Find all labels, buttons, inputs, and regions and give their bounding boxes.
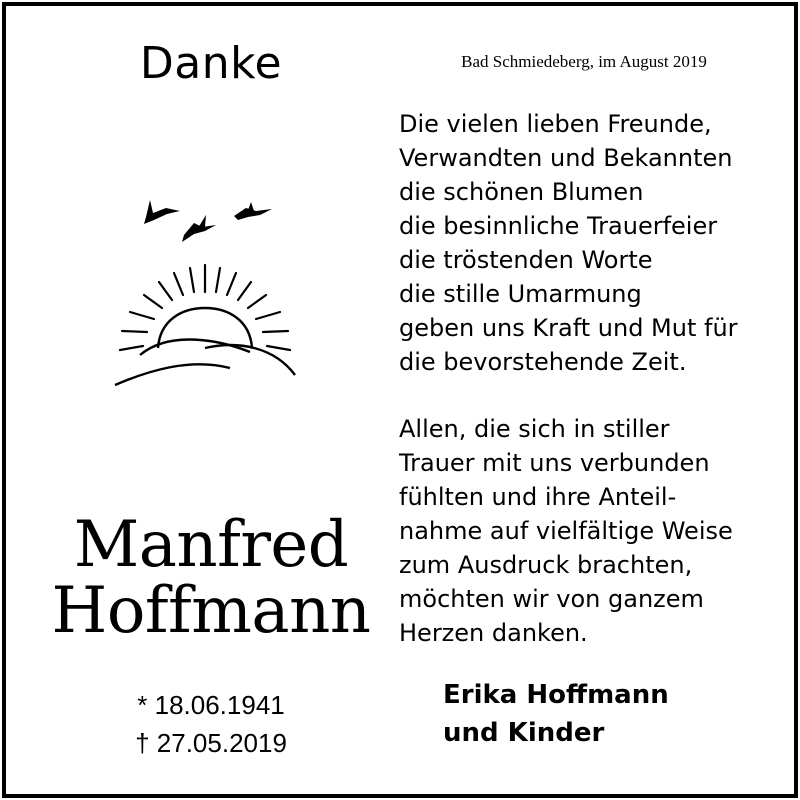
verse-line: Herzen danken. bbox=[399, 619, 588, 647]
verse-gratitude bbox=[399, 412, 779, 650]
signature-name: Erika Hoffmann bbox=[443, 680, 669, 710]
birds-icon bbox=[144, 200, 272, 242]
verse-line: zum Ausdruck brachten, bbox=[399, 551, 693, 579]
verse-line: die besinnliche Trauerfeier bbox=[399, 212, 718, 240]
sunset-with-birds-icon bbox=[110, 180, 300, 390]
verse-line: fühlten und ihre Anteil- bbox=[399, 483, 677, 511]
place-date: Bad Schmiedeberg, im August 2019 bbox=[461, 52, 707, 71]
verse-line: Verwandten und Bekannten bbox=[399, 144, 733, 172]
verse-line: die stille Umarmung bbox=[399, 280, 642, 308]
verse-line: die schönen Blumen bbox=[399, 178, 644, 206]
verse-line: geben uns Kraft und Mut für bbox=[399, 314, 738, 342]
page-title: Danke bbox=[139, 38, 283, 89]
verse-thanks bbox=[399, 107, 779, 379]
death-date: † 27.05.2019 bbox=[135, 728, 287, 758]
last-name: Hoffmann bbox=[51, 574, 371, 648]
verse-line: die bevorstehende Zeit. bbox=[399, 348, 687, 376]
verse-line: nahme auf vielfältige Weise bbox=[399, 517, 733, 545]
verse-line: möchten wir von ganzem bbox=[399, 585, 704, 613]
verse-line: Trauer mit uns verbunden bbox=[399, 449, 710, 477]
first-name: Manfred bbox=[73, 508, 349, 582]
signature-family: und Kinder bbox=[443, 718, 605, 748]
verse-line: die tröstenden Worte bbox=[399, 246, 653, 274]
verse-line: Die vielen lieben Freunde, bbox=[399, 110, 712, 138]
verse-line: Allen, die sich in stiller bbox=[399, 415, 670, 443]
deceased-name bbox=[0, 508, 422, 648]
birth-date: * 18.06.1941 bbox=[137, 690, 285, 720]
